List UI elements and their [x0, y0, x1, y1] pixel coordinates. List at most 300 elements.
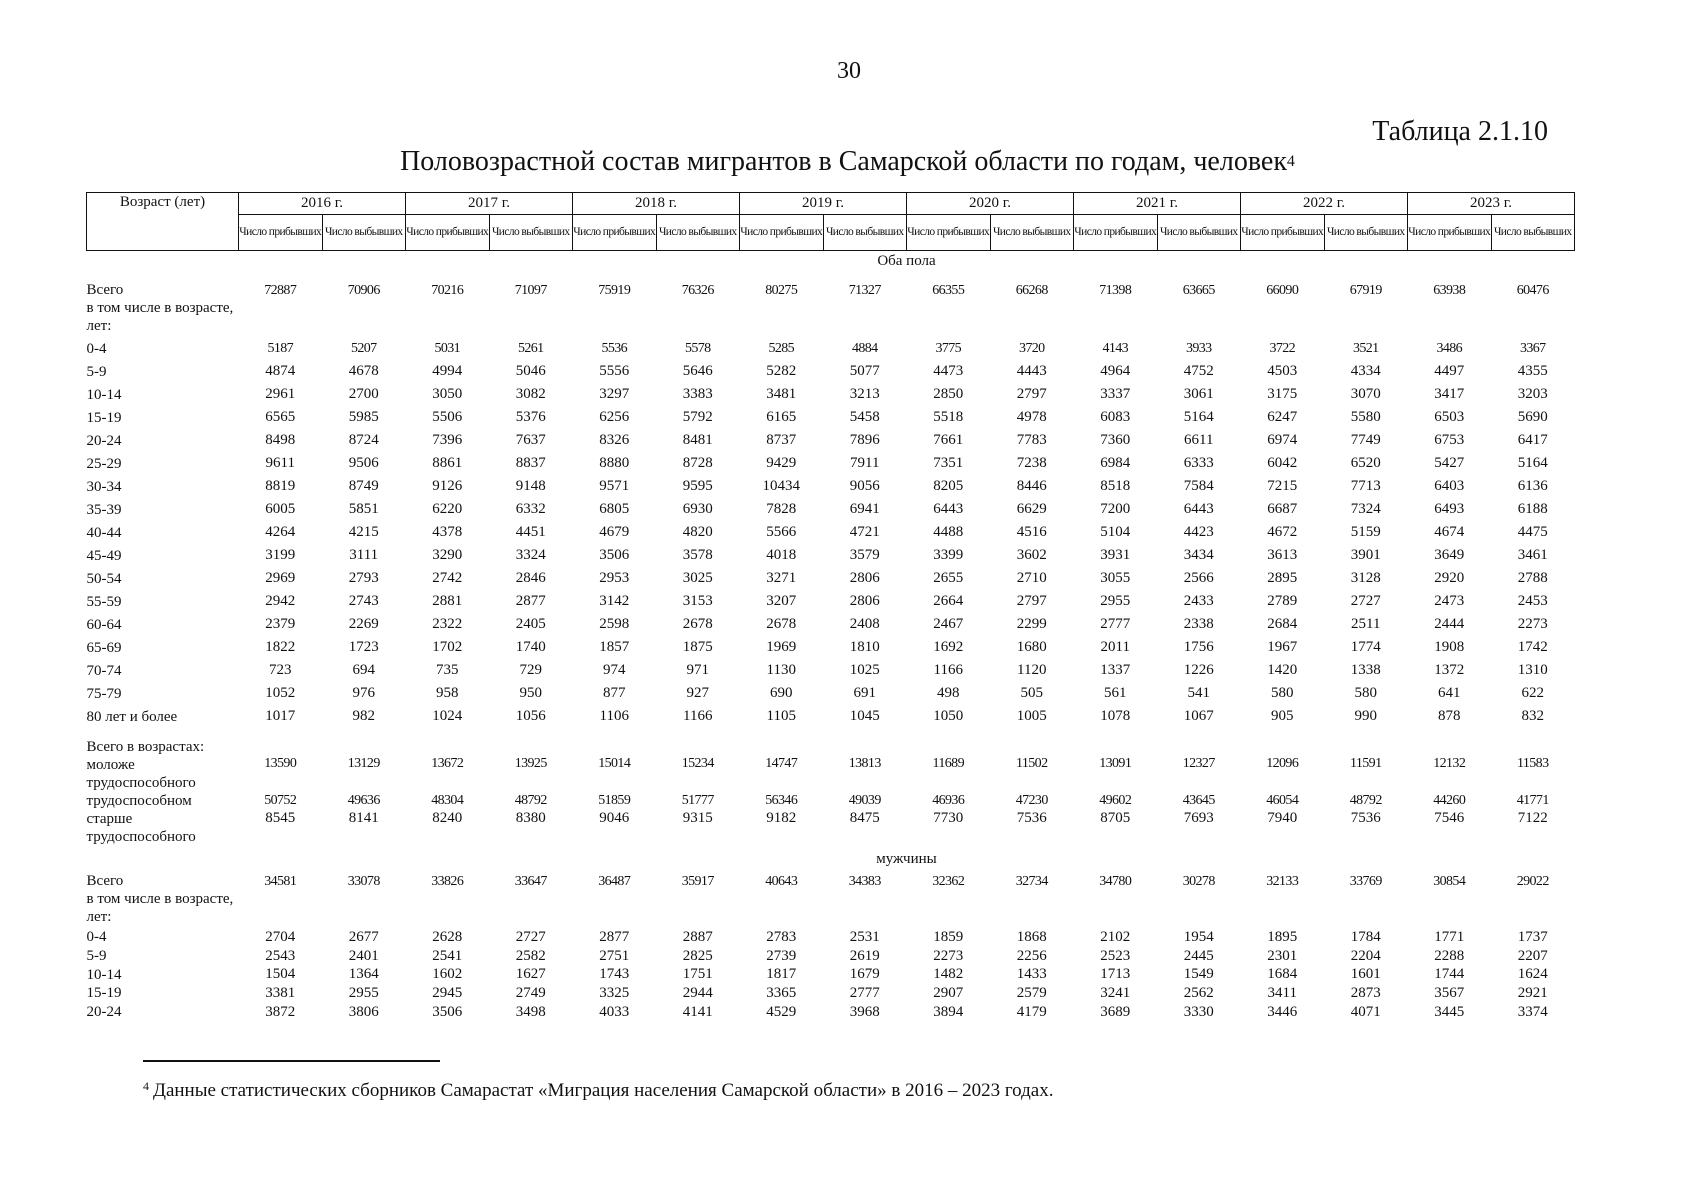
header-row-measures [87, 215, 1575, 251]
value-cell: 3128 [1350, 570, 1381, 586]
value-cell: 877 [603, 685, 626, 701]
value-cell: 3486 [1436, 340, 1463, 356]
value-cell: 11689 [932, 756, 964, 771]
value-cell: 5518 [933, 409, 964, 425]
value-cell: 1771 [1434, 928, 1465, 945]
value-cell: 1954 [1183, 928, 1214, 945]
value-cell: 2102 [1100, 928, 1131, 945]
value-cell: 3417 [1434, 386, 1465, 402]
value-cell: 2664 [933, 593, 964, 609]
value-cell: 5792 [682, 409, 713, 425]
value-cell: 4488 [933, 524, 964, 540]
value-cell: 48792 [1349, 793, 1382, 808]
value-cell [406, 299, 490, 337]
value-cell: 3689 [1100, 1003, 1131, 1020]
value-cell: 6805 [599, 501, 630, 517]
value-cell: 7713 [1350, 478, 1381, 494]
value-cell: 8728 [682, 455, 713, 471]
value-cell [406, 890, 490, 928]
value-cell: 8837 [515, 455, 546, 471]
value-cell [573, 734, 657, 756]
value-cell: 6403 [1434, 478, 1465, 494]
row-label: 0-4 [86, 929, 107, 946]
value-cell: 1742 [1517, 639, 1548, 655]
value-cell: 30278 [1182, 874, 1215, 889]
value-cell: 3506 [432, 1003, 463, 1020]
value-cell: 9148 [515, 478, 546, 494]
departed-header: Число выбывших [823, 215, 907, 251]
older-working-age-row [87, 810, 1575, 850]
value-cell: 729 [519, 662, 542, 678]
row-label: 0-4 [86, 340, 107, 357]
value-cell: 6136 [1517, 478, 1548, 494]
value-cell: 33826 [431, 874, 464, 889]
value-cell: 1337 [1100, 662, 1131, 678]
value-cell: 2444 [1434, 616, 1465, 632]
value-cell: 2704 [265, 928, 296, 945]
value-cell: 1310 [1517, 662, 1548, 678]
value-cell: 6443 [1183, 501, 1214, 517]
value-cell: 2955 [348, 984, 379, 1001]
value-cell: 1684 [1267, 966, 1298, 983]
value-cell: 56346 [765, 793, 798, 808]
value-cell: 48304 [431, 793, 464, 808]
value-cell: 1723 [348, 639, 379, 655]
value-cell: 6984 [1100, 455, 1131, 471]
footnote [143, 1080, 1053, 1102]
age-group-row [87, 521, 1575, 544]
value-cell: 1822 [265, 639, 296, 655]
value-cell: 2467 [933, 616, 964, 632]
departed-header: Число выбывших [1157, 215, 1241, 251]
value-cell: 15234 [681, 756, 714, 771]
section-label: мужчины [876, 850, 937, 867]
value-cell: 2749 [515, 984, 546, 1001]
value-cell: 2743 [348, 593, 379, 609]
value-cell: 6629 [1016, 501, 1047, 517]
value-cell: 5985 [348, 409, 379, 425]
value-cell: 4264 [265, 524, 296, 540]
value-cell: 5690 [1517, 409, 1548, 425]
value-cell: 49039 [848, 793, 881, 808]
year-header: 2020 г. [907, 193, 1074, 215]
value-cell: 2473 [1434, 593, 1465, 609]
value-cell: 3070 [1350, 386, 1381, 402]
value-cell: 4451 [515, 524, 546, 540]
departed-header: Число выбывших [990, 215, 1074, 251]
value-cell: 2655 [933, 570, 964, 586]
value-cell: 6941 [849, 501, 880, 517]
age-group-row [87, 567, 1575, 590]
age-group-row [87, 613, 1575, 636]
value-cell: 1756 [1183, 639, 1214, 655]
value-cell: 14747 [765, 756, 798, 771]
value-cell: 3722 [1269, 340, 1296, 356]
value-cell: 66090 [1266, 283, 1299, 298]
value-cell: 51777 [681, 793, 714, 808]
value-cell [489, 734, 573, 756]
age-group-row [87, 406, 1575, 429]
value-cell: 1751 [682, 966, 713, 983]
value-cell: 7238 [1016, 455, 1047, 471]
value-cell: 6520 [1350, 455, 1381, 471]
value-cell: 2907 [933, 984, 964, 1001]
value-cell: 2921 [1517, 984, 1548, 1001]
value-cell: 927 [686, 685, 709, 701]
row-label: Всего [86, 282, 124, 298]
value-cell: 2628 [432, 928, 463, 945]
row-label: моложе трудоспособного [86, 757, 196, 791]
value-cell: 6247 [1267, 409, 1298, 425]
value-cell: 6611 [1184, 432, 1214, 448]
value-cell: 5506 [432, 409, 463, 425]
value-cell: 34383 [848, 874, 881, 889]
value-cell: 6220 [432, 501, 463, 517]
age-column-header: Возраст (лет) [87, 193, 239, 251]
value-cell: 63938 [1433, 283, 1466, 298]
header-row-years [87, 193, 1575, 215]
value-cell: 9046 [599, 810, 630, 826]
value-cell: 7200 [1100, 501, 1131, 517]
value-cell: 3337 [1100, 386, 1131, 402]
value-cell: 2678 [766, 616, 797, 632]
table-title-text: Половозрастной состав мигрантов в Самарской области по годам, человек [400, 146, 1287, 177]
value-cell: 4884 [851, 340, 878, 356]
value-cell: 1482 [933, 966, 964, 983]
value-cell: 498 [937, 685, 960, 701]
value-cell [740, 890, 824, 928]
age-group-row [87, 947, 1575, 966]
value-cell: 4820 [682, 524, 713, 540]
value-cell: 13925 [514, 756, 547, 771]
working-age-heading-row [87, 734, 1575, 756]
total-row [87, 868, 1575, 890]
value-cell: 4678 [348, 363, 379, 379]
value-cell: 2777 [1100, 616, 1131, 632]
value-cell: 1692 [933, 639, 964, 655]
value-cell: 72887 [264, 283, 297, 298]
value-cell [1241, 299, 1325, 337]
value-cell: 9056 [849, 478, 880, 494]
arrived-header: Число прибывших [239, 215, 323, 251]
value-cell: 7546 [1434, 810, 1465, 826]
age-group-row [87, 498, 1575, 521]
value-cell: 4475 [1517, 524, 1548, 540]
value-cell: 2969 [265, 570, 296, 586]
value-cell [489, 890, 573, 928]
value-cell: 1744 [1434, 966, 1465, 983]
value-cell: 4355 [1517, 363, 1548, 379]
value-cell: 49602 [1099, 793, 1132, 808]
value-cell: 5556 [599, 363, 630, 379]
section-row [87, 850, 1575, 868]
including-label-row [87, 890, 1575, 928]
value-cell: 6256 [599, 409, 630, 425]
value-cell: 3399 [933, 547, 964, 563]
value-cell: 4752 [1183, 363, 1214, 379]
value-cell: 976 [352, 685, 375, 701]
table-body [87, 251, 1575, 1022]
value-cell: 3055 [1100, 570, 1131, 586]
value-cell: 8205 [933, 478, 964, 494]
value-cell [990, 734, 1074, 756]
value-cell: 2806 [849, 593, 880, 609]
value-cell: 4497 [1434, 363, 1465, 379]
value-cell [1074, 299, 1158, 337]
value-cell: 2562 [1183, 984, 1214, 1001]
total-row [87, 271, 1575, 299]
value-cell: 3367 [1519, 340, 1546, 356]
value-cell: 1857 [599, 639, 630, 655]
value-cell: 9595 [682, 478, 713, 494]
value-cell: 4443 [1016, 363, 1047, 379]
value-cell: 48792 [514, 793, 547, 808]
value-cell: 36487 [598, 874, 631, 889]
value-cell: 6332 [515, 501, 546, 517]
age-group-row [87, 984, 1575, 1003]
value-cell: 2408 [849, 616, 880, 632]
value-cell: 3931 [1100, 547, 1131, 563]
value-cell: 5282 [766, 363, 797, 379]
value-cell: 9182 [766, 810, 797, 826]
value-cell: 4033 [599, 1003, 630, 1020]
departed-header: Число выбывших [656, 215, 740, 251]
value-cell: 2739 [766, 947, 797, 964]
value-cell: 7396 [432, 432, 463, 448]
value-cell: 2825 [682, 947, 713, 964]
value-cell: 974 [603, 662, 626, 678]
value-cell: 8545 [265, 810, 296, 826]
value-cell: 4994 [432, 363, 463, 379]
value-cell: 3383 [682, 386, 713, 402]
value-cell: 6974 [1267, 432, 1298, 448]
value-cell: 3411 [1267, 984, 1297, 1001]
value-cell [907, 890, 991, 928]
value-cell: 2204 [1350, 947, 1381, 964]
year-header: 2016 г. [239, 193, 406, 215]
year-header: 2017 г. [406, 193, 573, 215]
value-cell: 2207 [1517, 947, 1548, 964]
arrived-header: Число прибывших [1241, 215, 1325, 251]
arrived-header: Число прибывших [740, 215, 824, 251]
value-cell: 70906 [347, 283, 380, 298]
value-cell: 2727 [1350, 593, 1381, 609]
row-label: 45-49 [86, 547, 122, 564]
value-cell: 2566 [1183, 570, 1214, 586]
value-cell: 4179 [1016, 1003, 1047, 1020]
value-cell: 2887 [682, 928, 713, 945]
value-cell: 5578 [684, 340, 711, 356]
value-cell: 34780 [1099, 874, 1132, 889]
including-label-row [87, 299, 1575, 337]
value-cell: 13813 [848, 756, 881, 771]
value-cell [322, 734, 406, 756]
value-cell [1157, 734, 1241, 756]
departed-header: Число выбывших [322, 215, 406, 251]
arrived-header: Число прибывших [406, 215, 490, 251]
value-cell: 13091 [1099, 756, 1132, 771]
value-cell: 75919 [598, 283, 631, 298]
value-cell: 3297 [599, 386, 630, 402]
value-cell: 76326 [681, 283, 714, 298]
value-cell: 1784 [1350, 928, 1381, 945]
value-cell: 541 [1187, 685, 1210, 701]
value-cell [740, 299, 824, 337]
value-cell: 4516 [1016, 524, 1047, 540]
value-cell: 10434 [762, 478, 800, 494]
value-cell: 2944 [682, 984, 713, 1001]
value-cell: 3446 [1267, 1003, 1298, 1020]
value-cell: 2684 [1267, 616, 1298, 632]
value-cell: 7536 [1016, 810, 1047, 826]
value-cell: 2582 [515, 947, 546, 964]
value-cell [489, 299, 573, 337]
value-cell: 2955 [1100, 593, 1131, 609]
row-label: 50-54 [86, 570, 122, 587]
value-cell: 878 [1438, 708, 1461, 724]
value-cell: 1052 [265, 685, 296, 701]
value-cell: 2742 [432, 570, 463, 586]
value-cell: 8481 [682, 432, 713, 448]
value-cell: 5187 [267, 340, 294, 356]
value-cell: 9571 [599, 478, 630, 494]
value-cell: 1105 [766, 708, 796, 724]
value-cell: 66355 [932, 283, 965, 298]
value-cell: 2751 [599, 947, 630, 964]
section-spacer [87, 251, 239, 272]
value-cell: 2273 [1517, 616, 1548, 632]
value-cell: 8326 [599, 432, 630, 448]
value-cell: 641 [1438, 685, 1461, 701]
value-cell: 49636 [347, 793, 380, 808]
value-cell: 2301 [1267, 947, 1298, 964]
value-cell: 1868 [1016, 928, 1047, 945]
value-cell: 30854 [1433, 874, 1466, 889]
value-cell: 71097 [514, 283, 547, 298]
value-cell: 1504 [265, 966, 296, 983]
value-cell: 982 [352, 708, 375, 724]
value-cell: 3720 [1018, 340, 1045, 356]
value-cell: 1810 [849, 639, 880, 655]
year-header: 2021 г. [1074, 193, 1241, 215]
value-cell: 3199 [265, 547, 296, 563]
value-cell: 3175 [1267, 386, 1298, 402]
value-cell: 8737 [766, 432, 797, 448]
value-cell: 6565 [265, 409, 296, 425]
value-cell: 990 [1354, 708, 1377, 724]
value-cell: 4674 [1434, 524, 1465, 540]
value-cell: 7637 [515, 432, 546, 448]
value-cell: 11502 [1016, 756, 1048, 771]
row-label: Всего [86, 873, 124, 889]
value-cell: 4334 [1350, 363, 1381, 379]
value-cell [1324, 734, 1408, 756]
value-cell: 2011 [1100, 639, 1130, 655]
value-cell: 47230 [1015, 793, 1048, 808]
row-label: 70-74 [86, 662, 122, 679]
value-cell: 950 [519, 685, 542, 701]
value-cell: 9429 [766, 455, 797, 471]
value-cell: 1680 [1016, 639, 1047, 655]
row-label: 10-14 [86, 386, 122, 403]
working-age-row [87, 792, 1575, 810]
value-cell: 8749 [348, 478, 379, 494]
value-cell: 3775 [935, 340, 962, 356]
value-cell: 11591 [1350, 756, 1382, 771]
value-cell: 43645 [1182, 793, 1215, 808]
value-cell: 2401 [348, 947, 379, 964]
value-cell [1491, 734, 1575, 756]
value-cell [1408, 299, 1492, 337]
value-cell: 3649 [1434, 547, 1465, 563]
value-cell: 7783 [1016, 432, 1047, 448]
value-cell: 2511 [1351, 616, 1381, 632]
year-header: 2019 г. [740, 193, 907, 215]
value-cell: 60476 [1516, 283, 1549, 298]
value-cell: 12096 [1266, 756, 1299, 771]
value-cell [406, 734, 490, 756]
value-cell: 5376 [515, 409, 546, 425]
value-cell: 5536 [601, 340, 628, 356]
value-cell: 5427 [1434, 455, 1465, 471]
value-cell: 3271 [766, 570, 797, 586]
row-label: 30-34 [86, 478, 122, 495]
value-cell: 5566 [766, 524, 797, 540]
age-group-row [87, 383, 1575, 406]
row-label: 5-9 [86, 363, 107, 380]
departed-header: Число выбывших [1324, 215, 1408, 251]
section-label: Оба пола [877, 252, 936, 269]
value-cell: 3082 [515, 386, 546, 402]
value-cell [239, 299, 323, 337]
value-cell: 71398 [1099, 283, 1132, 298]
value-cell: 905 [1271, 708, 1294, 724]
value-cell: 8819 [265, 478, 296, 494]
value-cell: 723 [269, 662, 292, 678]
value-cell: 2677 [348, 928, 379, 945]
value-cell: 4141 [682, 1003, 713, 1020]
value-cell: 3968 [849, 1003, 880, 1020]
value-cell: 1895 [1267, 928, 1298, 945]
value-cell: 5046 [515, 363, 546, 379]
value-cell: 7730 [933, 810, 964, 826]
value-cell: 6165 [766, 409, 797, 425]
value-cell: 5207 [350, 340, 377, 356]
value-cell [740, 734, 824, 756]
value-cell: 2598 [599, 616, 630, 632]
table-number: Таблица 2.1.10 [1372, 116, 1548, 147]
value-cell [990, 299, 1074, 337]
age-group-row [87, 360, 1575, 383]
value-cell [1324, 299, 1408, 337]
value-cell: 8141 [348, 810, 379, 826]
value-cell: 561 [1104, 685, 1127, 701]
value-cell: 2783 [766, 928, 797, 945]
value-cell: 3578 [682, 547, 713, 563]
row-label: 15-19 [86, 409, 122, 426]
row-label: 20-24 [86, 432, 122, 449]
value-cell: 2806 [849, 570, 880, 586]
row-label: старше трудоспособного [86, 811, 196, 845]
value-cell: 1774 [1350, 639, 1381, 655]
value-cell [823, 299, 907, 337]
page-number: 30 [837, 58, 861, 84]
value-cell: 5031 [434, 340, 461, 356]
value-cell: 3481 [766, 386, 797, 402]
value-cell: 2873 [1350, 984, 1381, 1001]
value-cell [1241, 890, 1325, 928]
value-cell: 41771 [1516, 793, 1549, 808]
